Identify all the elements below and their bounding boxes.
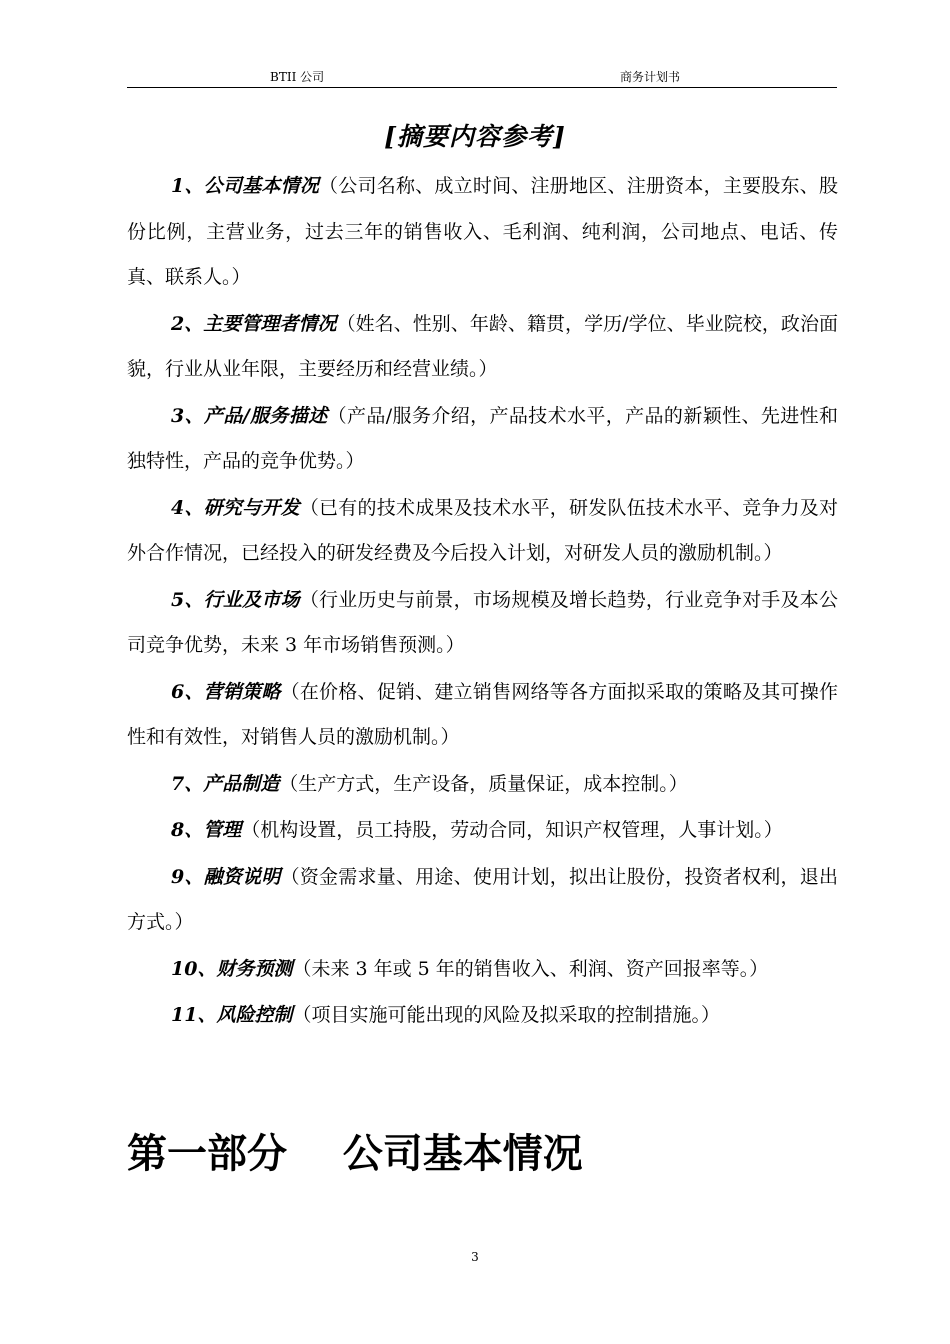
section-heading: 第一部分 公司基本情况 <box>127 1131 583 1177</box>
item-text: （姓名、性别、年龄、籍贯，学历/学位、毕业院校，政治面貌，行业从业年限，主要经历和经营业绩。） <box>127 312 838 380</box>
item-label: 11、风险控制 <box>171 1004 293 1026</box>
item-text: （在价格、促销、建立销售网络等各方面拟采取的策略及其可操作性和有效性，对销售人员的激励机制。） <box>127 680 838 748</box>
item-label: 4、研究与开发 <box>171 496 300 519</box>
item-text: （已有的技术成果及技术水平，研发队伍技术水平、竞争力及对外合作情况，已经投入的研发经费及今后投入计划，对研发人员的激励机制。） <box>127 496 838 564</box>
summary-list <box>127 164 838 1040</box>
summary-item-2 <box>127 302 838 393</box>
header-doc-title: 商务计划书 <box>620 70 681 84</box>
page-number: 3 <box>471 1250 479 1264</box>
item-text: （行业历史与前景，市场规模及增长趋势，行业竞争对手及本公司竞争优势，未来 3 年市场销售预测。） <box>127 588 838 656</box>
summary-item-9 <box>127 855 838 946</box>
item-text: （生产方式，生产设备，质量保证，成本控制。） <box>279 772 688 795</box>
summary-item-5 <box>127 578 838 669</box>
item-text: （资金需求量、用途、使用计划，拟出让股份，投资者权利，退出方式。） <box>127 865 838 933</box>
summary-item-11 <box>127 993 838 1039</box>
summary-item-6 <box>127 670 838 761</box>
item-text: （产品/服务介绍，产品技术水平，产品的新颖性、先进性和独特性，产品的竞争优势。） <box>127 404 838 472</box>
header-rule <box>127 87 837 88</box>
summary-item-10 <box>127 947 838 993</box>
item-label: 8、管理 <box>171 819 242 841</box>
item-text: （未来 3 年或 5 年的销售收入、利润、资产回报率等。） <box>292 957 769 980</box>
summary-item-1 <box>127 164 838 301</box>
item-label: 1、公司基本情况 <box>171 175 320 197</box>
item-text: （项目实施可能出现的风险及拟采取的控制措施。） <box>292 1004 720 1026</box>
item-label: 3、产品/服务描述 <box>171 404 328 427</box>
item-text: （公司名称、成立时间、注册地区、注册资本，主要股东、股份比例，主营业务，过去三年的销售收入、毛利润、纯利润，公司地点、电话、传真、联系人。） <box>127 175 838 288</box>
item-label: 9、融资说明 <box>171 865 281 888</box>
item-text: （机构设置，员工持股，劳动合同，知识产权管理，人事计划。） <box>241 819 783 841</box>
summary-item-3 <box>127 394 838 485</box>
item-label: 5、行业及市场 <box>171 588 300 611</box>
summary-item-4 <box>127 486 838 577</box>
item-label: 10、财务预测 <box>171 957 293 980</box>
header-company: BTII 公司 <box>270 70 325 84</box>
item-label: 2、主要管理者情况 <box>171 312 337 335</box>
item-label: 7、产品制造 <box>171 772 280 795</box>
summary-title: [摘要内容参考] <box>384 122 566 151</box>
summary-item-8 <box>127 808 838 854</box>
summary-item-7 <box>127 762 838 808</box>
item-label: 6、营销策略 <box>171 680 281 703</box>
